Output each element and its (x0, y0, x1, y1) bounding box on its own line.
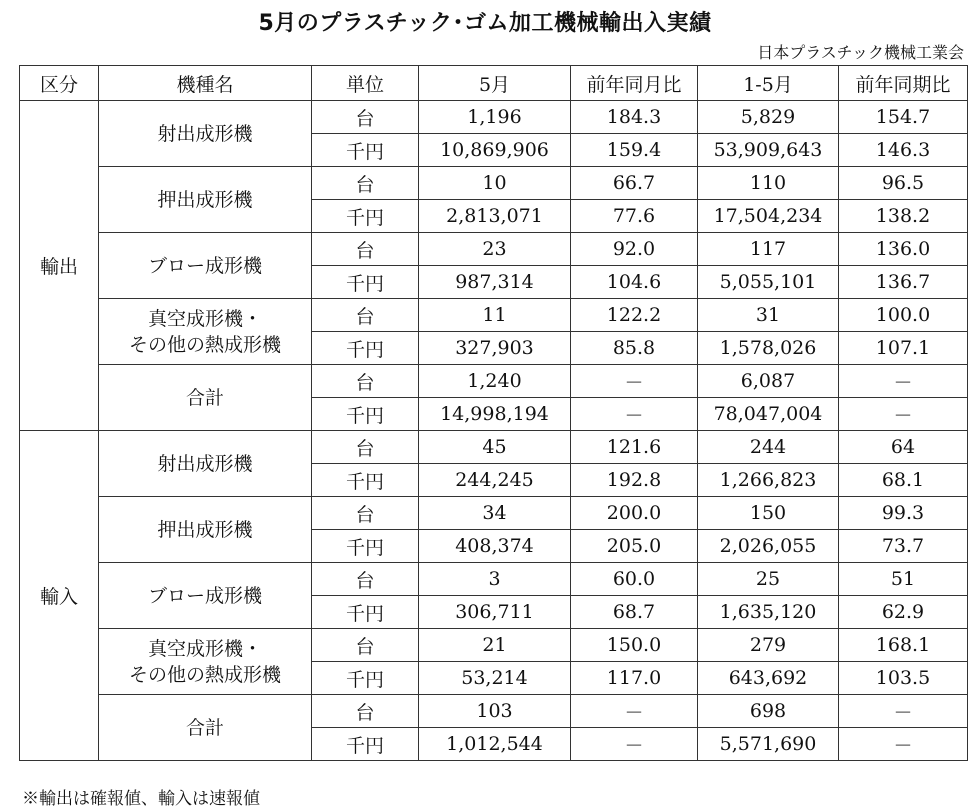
ytd-value: 17,504,234 (698, 200, 839, 233)
unit-cell: 千円 (312, 530, 419, 563)
model-name (99, 431, 312, 497)
yoy-value: 77.6 (571, 200, 698, 233)
ytd-value: 5,571,690 (698, 728, 839, 761)
model-name-line: 押出成形機 (157, 188, 253, 211)
yoy-value: 192.8 (571, 464, 698, 497)
yoy-value: 150.0 (571, 629, 698, 662)
model-name-line: その他の熱成形機 (128, 333, 281, 356)
ytd-value: 110 (698, 167, 839, 200)
model-name-line: ブロー成形機 (147, 254, 262, 277)
unit-cell: 台 (312, 695, 419, 728)
may-value: 11 (419, 299, 571, 332)
header-unit: 単位 (312, 66, 419, 101)
may-value: 21 (419, 629, 571, 662)
unit-cell: 台 (312, 563, 419, 596)
yoy-value: 121.6 (571, 431, 698, 464)
header-model: 機種名 (99, 66, 312, 101)
unit-cell: 台 (312, 299, 419, 332)
may-value: 45 (419, 431, 571, 464)
may-value: 327,903 (419, 332, 571, 365)
model-name-line: 合計 (185, 386, 224, 409)
ytd-yoy-value: 107.1 (839, 332, 968, 365)
may-value: 2,813,071 (419, 200, 571, 233)
ytd-value: 6,087 (698, 365, 839, 398)
header-category: 区分 (20, 66, 99, 101)
model-name (99, 233, 312, 299)
may-value: 103 (419, 695, 571, 728)
unit-cell: 台 (312, 365, 419, 398)
ytd-yoy-value: 136.0 (839, 233, 968, 266)
ytd-value: 117 (698, 233, 839, 266)
ytd-yoy-value: － (839, 398, 968, 431)
ytd-yoy-value: 73.7 (839, 530, 968, 563)
yoy-value: 200.0 (571, 497, 698, 530)
table-row (20, 431, 968, 464)
model-name (99, 365, 312, 431)
header-may: 5月 (419, 66, 571, 101)
table-body (20, 101, 968, 761)
unit-cell: 千円 (312, 662, 419, 695)
model-name-line: 真空成形機・ (147, 307, 262, 330)
ytd-yoy-value: 51 (839, 563, 968, 596)
unit-cell: 千円 (312, 134, 419, 167)
ytd-value: 78,047,004 (698, 398, 839, 431)
ytd-value: 279 (698, 629, 839, 662)
unit-cell: 千円 (312, 728, 419, 761)
unit-cell: 千円 (312, 332, 419, 365)
model-name-line: 射出成形機 (157, 122, 253, 145)
ytd-value: 5,055,101 (698, 266, 839, 299)
yoy-value: － (571, 728, 698, 761)
yoy-value: 68.7 (571, 596, 698, 629)
unit-cell: 千円 (312, 200, 419, 233)
table-row (20, 233, 968, 266)
model-name (99, 101, 312, 167)
ytd-yoy-value: 62.9 (839, 596, 968, 629)
yoy-value: 159.4 (571, 134, 698, 167)
ytd-yoy-value: 64 (839, 431, 968, 464)
ytd-value: 2,026,055 (698, 530, 839, 563)
unit-cell: 台 (312, 629, 419, 662)
unit-cell: 台 (312, 233, 419, 266)
ytd-yoy-value: 103.5 (839, 662, 968, 695)
ytd-value: 1,578,026 (698, 332, 839, 365)
may-value: 14,998,194 (419, 398, 571, 431)
ytd-value: 643,692 (698, 662, 839, 695)
ytd-yoy-value: 136.7 (839, 266, 968, 299)
model-name (99, 563, 312, 629)
may-value: 1,196 (419, 101, 571, 134)
ytd-value: 150 (698, 497, 839, 530)
model-name-line: 押出成形機 (157, 518, 253, 541)
unit-cell: 千円 (312, 596, 419, 629)
model-name (99, 497, 312, 563)
may-value: 1,012,544 (419, 728, 571, 761)
ytd-value: 25 (698, 563, 839, 596)
may-value: 34 (419, 497, 571, 530)
table-row (20, 695, 968, 728)
yoy-value: 66.7 (571, 167, 698, 200)
ytd-yoy-value: 100.0 (839, 299, 968, 332)
yoy-value: 60.0 (571, 563, 698, 596)
table-row (20, 167, 968, 200)
model-name (99, 629, 312, 695)
may-value: 23 (419, 233, 571, 266)
yoy-value: － (571, 695, 698, 728)
table-row (20, 563, 968, 596)
yoy-value: 205.0 (571, 530, 698, 563)
yoy-value: 85.8 (571, 332, 698, 365)
table-row (20, 629, 968, 662)
unit-cell: 台 (312, 497, 419, 530)
ytd-yoy-value: 96.5 (839, 167, 968, 200)
header-ytd: 1-5月 (698, 66, 839, 101)
model-name-line: 真空成形機・ (147, 637, 262, 660)
yoy-value: － (571, 365, 698, 398)
yoy-value: 104.6 (571, 266, 698, 299)
unit-cell: 台 (312, 167, 419, 200)
table-row (20, 101, 968, 134)
may-value: 244,245 (419, 464, 571, 497)
ytd-value: 698 (698, 695, 839, 728)
unit-cell: 千円 (312, 266, 419, 299)
ytd-value: 1,635,120 (698, 596, 839, 629)
ytd-value: 53,909,643 (698, 134, 839, 167)
header-row (20, 66, 968, 101)
ytd-yoy-value: － (839, 695, 968, 728)
unit-cell: 台 (312, 101, 419, 134)
may-value: 10,869,906 (419, 134, 571, 167)
table-row (20, 497, 968, 530)
unit-cell: 千円 (312, 464, 419, 497)
model-name-line: 合計 (185, 716, 224, 739)
yoy-value: 92.0 (571, 233, 698, 266)
ytd-yoy-value: 168.1 (839, 629, 968, 662)
yoy-value: 117.0 (571, 662, 698, 695)
may-value: 53,214 (419, 662, 571, 695)
ytd-yoy-value: 146.3 (839, 134, 968, 167)
model-name-line: ブロー成形機 (147, 584, 262, 607)
may-value: 408,374 (419, 530, 571, 563)
ytd-yoy-value: － (839, 365, 968, 398)
may-value: 306,711 (419, 596, 571, 629)
yoy-value: － (571, 398, 698, 431)
ytd-yoy-value: 138.2 (839, 200, 968, 233)
may-value: 1,240 (419, 365, 571, 398)
model-name (99, 167, 312, 233)
may-value: 10 (419, 167, 571, 200)
header-ytd-yoy: 前年同期比 (839, 66, 968, 101)
section-name: 輸出 (20, 101, 99, 431)
may-value: 3 (419, 563, 571, 596)
page-title: 5月のプラスチック･ゴム加工機械輸出入実績 (258, 11, 712, 36)
ytd-value: 31 (698, 299, 839, 332)
yoy-value: 122.2 (571, 299, 698, 332)
section-name: 輸入 (20, 431, 99, 761)
table-row (20, 299, 968, 332)
unit-cell: 千円 (312, 398, 419, 431)
model-name-line: その他の熱成形機 (128, 663, 281, 686)
model-name (99, 695, 312, 761)
model-name-line: 射出成形機 (157, 452, 253, 475)
organization-name: 日本プラスチック機械工業会 (757, 43, 964, 62)
ytd-yoy-value: － (839, 728, 968, 761)
ytd-yoy-value: 154.7 (839, 101, 968, 134)
ytd-value: 5,829 (698, 101, 839, 134)
ytd-value: 1,266,823 (698, 464, 839, 497)
unit-cell: 台 (312, 431, 419, 464)
model-name (99, 299, 312, 365)
yoy-value: 184.3 (571, 101, 698, 134)
ytd-yoy-value: 68.1 (839, 464, 968, 497)
header-yoy: 前年同月比 (571, 66, 698, 101)
ytd-yoy-value: 99.3 (839, 497, 968, 530)
ytd-value: 244 (698, 431, 839, 464)
table-row (20, 365, 968, 398)
trade-table (19, 65, 968, 761)
footnote: ※輸出は確報値、輸入は速報値 (22, 789, 260, 809)
may-value: 987,314 (419, 266, 571, 299)
